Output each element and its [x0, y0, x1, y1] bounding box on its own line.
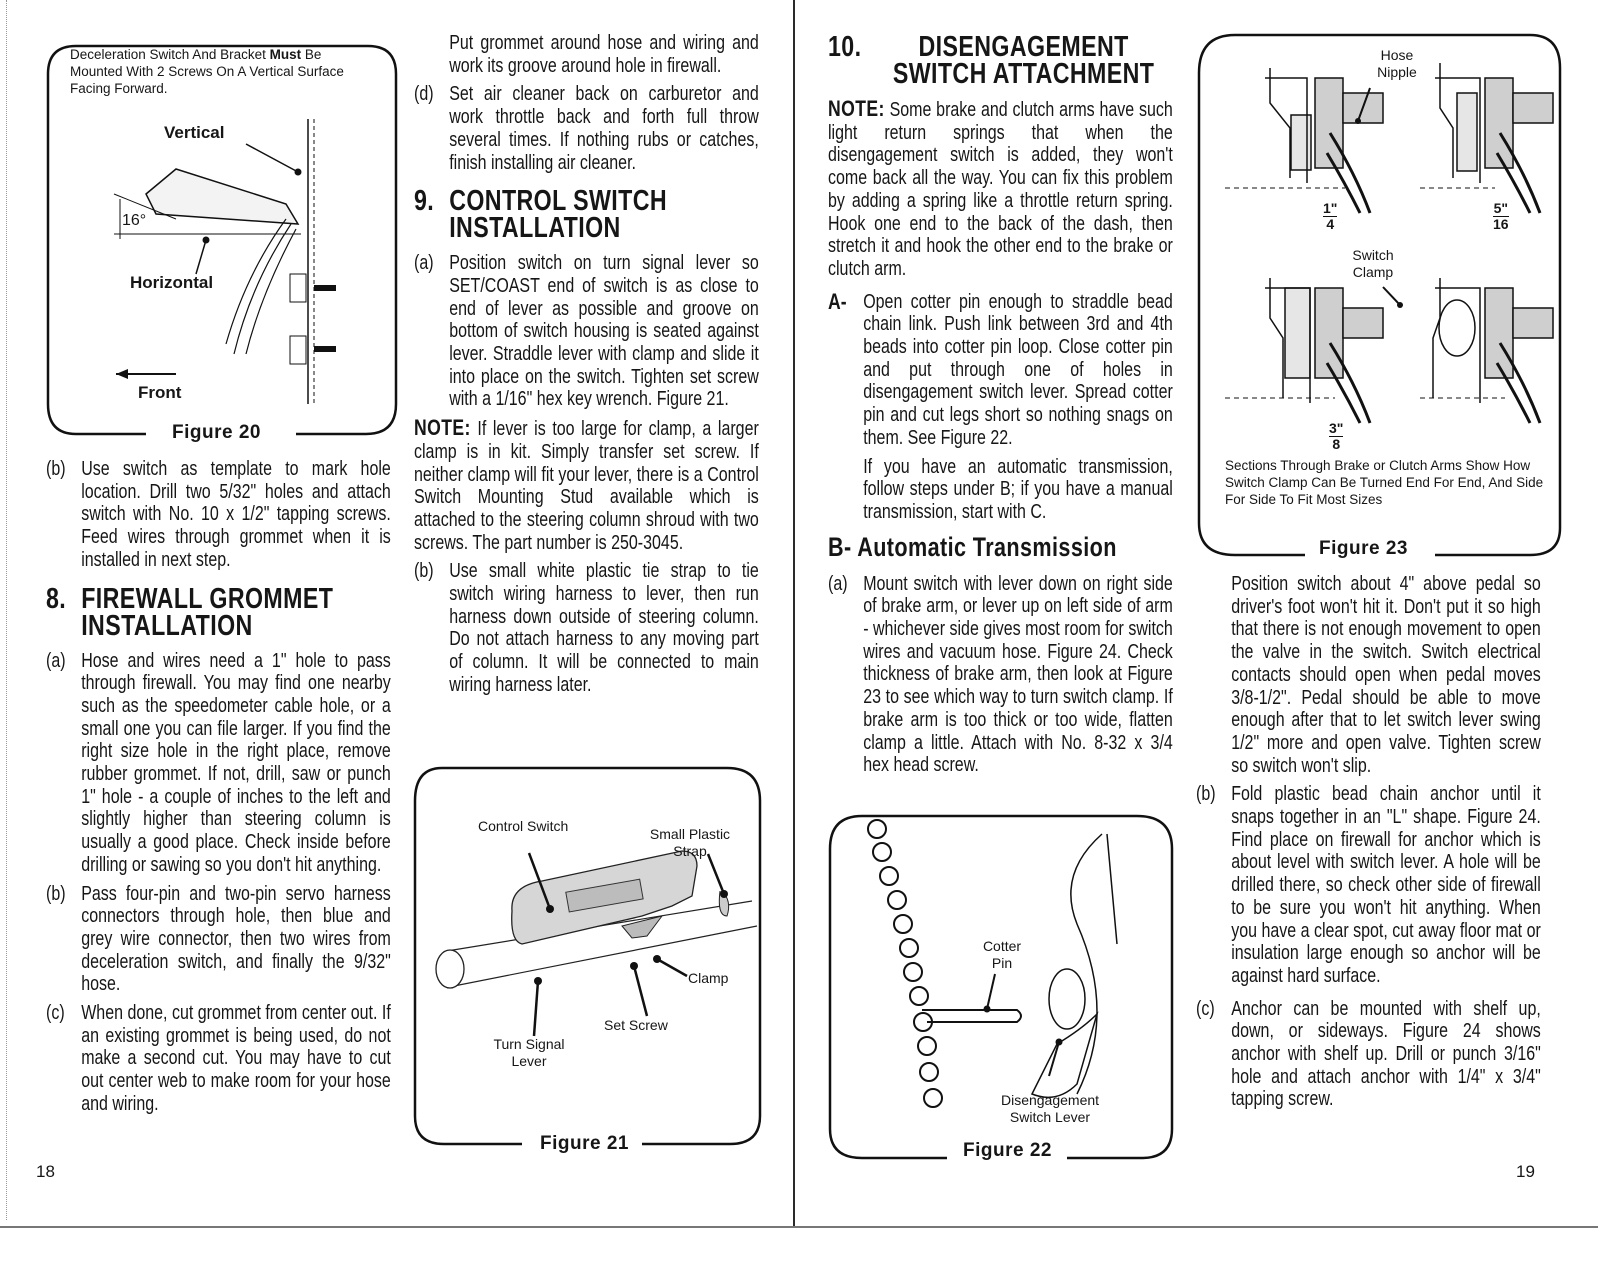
step-Bb-text: Fold plastic bead chain anchor until it snaps together in an "L" shape. Figure 24. Find place on firewall for anchor which is about level with switch lever. A hole will be drilled there, so check other side of firewall to be sure you won't hit anything. When you have a clear spot, cut away floor mat or insulation large enough so anchor will be against hard surface. — [1231, 783, 1541, 987]
dimension-denominator: 4 — [1326, 216, 1335, 232]
step-A-text: Open cotter pin enough to straddle bead chain link. Push link between 3rd and 4th beads into cotter pin loop. Close cotter pin and put through one of holes in disengagement switch lever. Spread cotter pin and cut legs short so nothing snags on them. See Figure 22. — [863, 290, 1173, 449]
dimension-numerator: 5" — [1493, 200, 1508, 216]
label-disengagement-switch-lever: Disengagement Switch Lever — [1000, 1092, 1100, 1125]
step-8c-text: When done, cut grommet from center out. If an existing grommet is being used, do not make a second cut. You may have to cut out center web to make room for your hose and wiring. — [81, 1002, 391, 1115]
step-Bc-text: Anchor can be mounted with shelf up, down, or sideways. Figure 24 shows anchor with shelf up. Drill or punch 3/16" hole and attach anchor with 1/4" x 3/4" tapping screw. — [1231, 997, 1541, 1111]
bead — [873, 843, 891, 861]
bead — [904, 963, 922, 981]
label-clamp: Clamp — [688, 970, 729, 986]
figure-23-caption: Figure 23 — [1311, 538, 1416, 560]
heading-text: CONTROL SWITCH INSTALLATION — [449, 185, 668, 245]
heading-text: FIREWALL GROMMET INSTALLATION — [81, 582, 334, 642]
bead — [880, 867, 898, 885]
section-10-heading — [828, 31, 1173, 90]
column-4 — [1196, 573, 1541, 1117]
step-8a-text: Hose and wires need a 1" hole to pass through firewall. You may find one nearby such as the speedometer cable hole, or a small one you can file larger. If you find the right size hole in the right place, remove rubber grommet. If not, drill, saw or punch 1" hole - a couple of inches to the left and slightly higher than steering column is usually a good place. Check inside before drilling or sawing so you don't hit anything. — [81, 649, 391, 876]
bead — [918, 1037, 936, 1055]
note-label: NOTE: — [828, 96, 885, 121]
column-3 — [828, 31, 1173, 783]
bead — [920, 1063, 938, 1081]
dimension-denominator: 8 — [1332, 436, 1341, 452]
bead — [924, 1089, 942, 1107]
label-set-screw: Set Screw — [604, 1017, 668, 1033]
column-2 — [414, 32, 759, 703]
figure-23 — [1195, 33, 1563, 568]
label-cotter-pin: Cotter Pin — [982, 938, 1022, 971]
bead — [868, 820, 886, 838]
step-Ba-text: Mount switch with lever down on right side of brake arm, or lever up on left side of arm - whichever side gives most room for switch wires and vacuum hose. Figure 24. Check thickness of brake arm, then look at Figure 23 to see which way to turn switch clamp. If brake arm is too thick or too wide, flatten clamp a little. Attach with No. 8-32 x 3/4 hex head screw. — [863, 572, 1173, 777]
figure-22 — [827, 814, 1175, 1164]
item-label: (a) — [828, 572, 848, 595]
label-horizontal: Horizontal — [130, 273, 214, 292]
dimension-denominator: 16 — [1493, 216, 1509, 232]
dimension-quarter-inch — [1323, 201, 1337, 232]
item-label: (a) — [46, 649, 66, 672]
figure-21 — [412, 766, 762, 1152]
step-A-followup-text: If you have an automatic transmission, follow steps under B; if you have a manual transmission, start with C. — [863, 455, 1173, 523]
heading-number: 9. — [414, 185, 435, 218]
dimension-numerator: 3" — [1329, 420, 1344, 436]
page-number-left: 18 — [36, 1162, 55, 1181]
section-9-heading — [414, 185, 759, 245]
label-front: Front — [138, 383, 182, 402]
heading-number: 10. — [828, 31, 862, 63]
note-text: Be Mounted With 2 Screws On A Vertical Surface Facing Forward. — [70, 47, 344, 96]
item-label: (b) — [46, 458, 66, 480]
step-8c-continued-text: Put grommet around hose and wiring and work its groove around hole in firewall. — [449, 32, 759, 77]
figure-21-drawing — [412, 766, 762, 1152]
bead — [894, 915, 912, 933]
heading-number: 8. — [46, 582, 67, 615]
item-label: (a) — [414, 252, 434, 275]
label-vertical: Vertical — [164, 123, 225, 142]
figure-22-caption: Figure 22 — [955, 1140, 1060, 1162]
label-turn-signal-lever: Turn Signal Lever — [493, 1036, 565, 1069]
column-1 — [46, 458, 391, 1122]
bottom-edge — [0, 1226, 1598, 1228]
label-switch-clamp: Switch Clamp — [1352, 247, 1394, 280]
figure-20-drawing — [46, 44, 398, 444]
figure-20 — [46, 44, 398, 444]
item-label: (c) — [1196, 997, 1215, 1020]
item-label: (b) — [1196, 783, 1216, 806]
figure-20-caption: Figure 20 — [164, 422, 269, 444]
note-label: NOTE: — [414, 415, 471, 441]
bead — [900, 939, 918, 957]
section-B-heading: B- Automatic Transmission — [828, 531, 1117, 562]
bead — [910, 987, 928, 1005]
label-control-switch: Control Switch — [478, 818, 569, 834]
step-A — [863, 291, 1173, 524]
item-label: A- — [828, 288, 847, 314]
note-text: If lever is too large for clamp, a larger clamp is in kit. Simply transfer set screw. If neither clamp will fit your lever, there is a Control Switch Mounting Stud available which is attached to the steering column shroud with two screws. The part number is 250-3045. — [414, 418, 759, 554]
item-label: (b) — [414, 560, 434, 583]
step-Ba-continued-text: Position switch about 4" above pedal so driver's foot won't hit it. Don't put it so high that there is not enough movement to open the valve in the switch. Switch electrical contacts should open when pedal moves 3/8-1/2". Pedal should be able to move enough after that to let switch lever swing 1/2" more and open valve. Tighten screw so switch won't slip. — [1231, 573, 1541, 777]
figure-21-caption: Figure 21 — [532, 1133, 637, 1155]
page-edge — [6, 0, 8, 1220]
clamp-section — [1265, 68, 1383, 213]
note-9 — [414, 417, 759, 554]
note-10 — [828, 98, 1173, 281]
label-small-plastic-strap: Small Plastic Strap — [649, 826, 731, 859]
dimension-numerator: 1" — [1323, 200, 1338, 216]
step-9b-text: Use small white plastic tie strap to tie switch wiring harness to lever, then run harness down outside of steering column. Do not attach harness to any moving part of column. It will be connected to main wiring harness later. — [449, 560, 759, 696]
step-8b-text: Pass four-pin and two-pin servo harness connectors through hole, then blue and grey wire connector, then two wires from deceleration switch, and finally the 9/32" hose. — [81, 882, 391, 996]
dimension-five-sixteenths-inch — [1493, 201, 1509, 232]
note-text: Some brake and clutch arms have such light return springs that when the disengagement switch is added, they won't come back all the way. You can fix this problem by adding a spring like a throttle return spring. Hook one end to the back of the dash, then stretch it and hook the other end to the brake or clutch arm. — [828, 99, 1173, 280]
label-angle: 16° — [122, 212, 147, 229]
label-hose-nipple: Hose Nipple — [1377, 47, 1417, 80]
note-emphasis: Must — [269, 47, 302, 62]
figure-20-note — [70, 46, 370, 97]
item-label: (d) — [414, 83, 434, 106]
step-9a-text: Position switch on turn signal lever so SET/COAST end of switch is as close to end of lever as possible and groove on bottom of switch housing is seated against lever. Straddle lever with clamp and slide it into place on the switch. Tighten set screw with a 1/16" hex key wrench. Figure 21. — [449, 252, 759, 411]
step-8b-prev-text: Use switch as template to mark hole location. Drill two 5/32" holes and attach switch with No. 10 x 1/2" tapping screws. Feed wires through grommet when it is installed in next step. — [81, 458, 391, 571]
dimension-three-eighths-inch — [1329, 421, 1343, 452]
item-label: (b) — [46, 882, 66, 905]
note-text: Deceleration Switch And Bracket — [70, 47, 270, 62]
step-8d-text: Set air cleaner back on carburetor and work throttle back and forth full throw several times. If nothing rubs or catches, finish installing air cleaner. — [449, 83, 759, 174]
item-label: (c) — [46, 1002, 65, 1025]
page-number-right: 19 — [1516, 1162, 1535, 1181]
page-gutter — [793, 0, 795, 1228]
figure-23-description: Sections Through Brake or Clutch Arms Show How Switch Clamp Can Be Turned End For End, And Side For Side To Fit Most Sizes — [1225, 458, 1544, 507]
heading-text: DISENGAGEMENT SWITCH ATTACHMENT — [892, 31, 1155, 90]
bead — [888, 891, 906, 909]
section-8-heading — [46, 582, 391, 642]
